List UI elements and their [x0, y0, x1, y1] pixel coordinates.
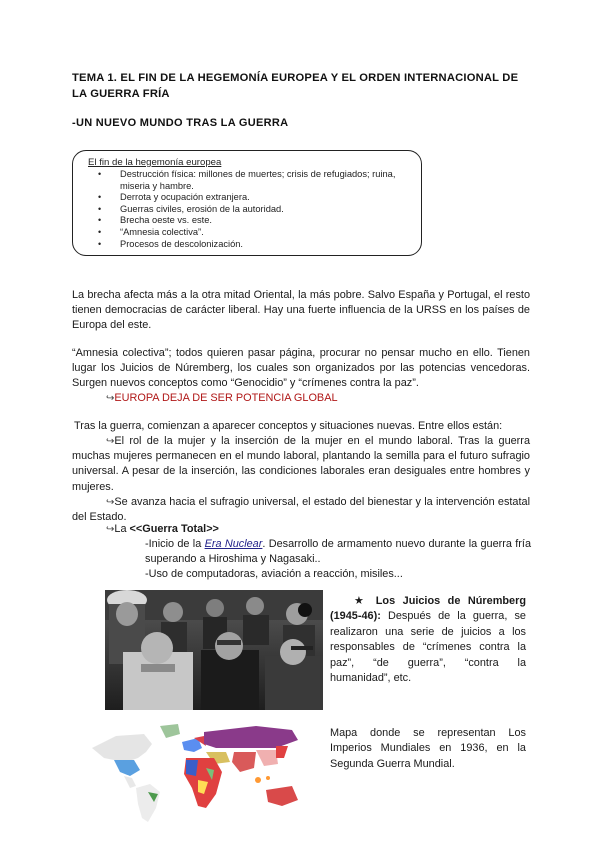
- list-item: • Procesos de descolonización.: [98, 239, 418, 251]
- nuremberg-photo: [105, 590, 323, 710]
- bullet-guerra-bold: <<Guerra Total>>: [129, 523, 219, 535]
- arrow-icon: ↪: [106, 524, 115, 535]
- paragraph-conceptos: Tras la guerra, comienzan a aparecer conceptos y situaciones nuevas. Entre ellos están:: [74, 420, 503, 432]
- list-item: • Derrota y ocupación extranjera.: [98, 192, 418, 204]
- era-nuclear-link[interactable]: Era Nuclear: [204, 538, 263, 550]
- red-line: [106, 388, 338, 406]
- arrow-icon: ↪: [106, 497, 115, 508]
- world-map-art: [86, 718, 310, 826]
- list-item: • Guerras civiles, erosión de la autoridad.: [98, 204, 418, 216]
- bullet-guerra-prefix: La: [114, 523, 130, 535]
- sub-era-nuclear-a: -Inicio de la: [145, 538, 205, 550]
- bullet-sufragio: [72, 495, 530, 525]
- nuremberg-text: Después de la guerra, se realizaron una serie de juicios a los responsables de “crímenes contra la paz”, “de guerra”, “contra la humanidad”, etc.: [330, 610, 526, 685]
- world-map-1936: [86, 718, 310, 826]
- section-subtitle: -UN NUEVO MUNDO TRAS LA GUERRA: [72, 117, 289, 129]
- list-item: • “Amnesia colectiva”.: [98, 227, 418, 239]
- paragraph-amnesia: “Amnesia colectiva”; todos quieren pasar página, procurar no pensar mucho en ello. Tienen lugar los Juicios de Núremberg, los cuales son organizados por las potencias vencedoras. Surgen nuevos conceptos como “Genocidio” y “crímenes contra la paz”.: [72, 347, 530, 390]
- nuremberg-photo-art: [105, 590, 323, 710]
- bullet-mujer-text: El rol de la mujer y la inserción de la mujer en el mundo laboral. Tras la guerra muchas mujeres permanecen en el mundo laboral, plantando la semilla para el futuro sufragio universal. A pesar de la inserción, las condiciones laborales eran desiguales entre hombres y mujeres.: [72, 435, 530, 493]
- list-item: • Destrucción física: millones de muertes; crisis de refugiados; ruina, miseria y hambre.: [98, 169, 418, 192]
- arrow-icon: ↪: [106, 393, 115, 404]
- paragraph-brecha: La brecha afecta más a la otra mitad Oriental, la más pobre. Salvo España y Portugal, el resto tienen democracias de carácter liberal. Hay una fuerte influencia de la URSS en los países de Europa del este.: [72, 289, 530, 332]
- bullet-mujer: [72, 434, 530, 495]
- bullet-sufragio-text: Se avanza hacia el sufragio universal, el estado del bienestar y la intervención estatal del Estado.: [72, 496, 530, 524]
- page-title: TEMA 1. EL FIN DE LA HEGEMONÍA EUROPEA Y EL ORDEN INTERNACIONAL DE LA GUERRA FRÍA: [72, 72, 519, 100]
- list-item: • Brecha oeste vs. este.: [98, 215, 418, 227]
- nuremberg-title: Los Juicios de Núremberg (1945-46):: [330, 595, 526, 623]
- sub-computadoras: -Uso de computadoras, aviación a reacción, misiles...: [145, 568, 403, 580]
- sub-era-nuclear-b: . Desarrollo de armamento nuevo durante la guerra fría superando a Hiroshima y Nagasaki..: [145, 538, 532, 566]
- red-statement: EUROPA DEJA DE SER POTENCIA GLOBAL: [114, 392, 338, 404]
- nuremberg-caption: [330, 594, 526, 686]
- sub-era-nuclear: [145, 537, 531, 567]
- bullet-guerra-total: [106, 522, 219, 537]
- star-icon: ★: [354, 595, 369, 607]
- map-caption: Mapa donde se representan Los Imperios Mundiales en 1936, en la Segunda Guerra Mundial.: [330, 727, 526, 770]
- arrow-icon: ↪: [106, 436, 115, 447]
- summary-box-list: [98, 169, 418, 250]
- summary-box-heading: El fin de la hegemonía europea: [88, 157, 222, 168]
